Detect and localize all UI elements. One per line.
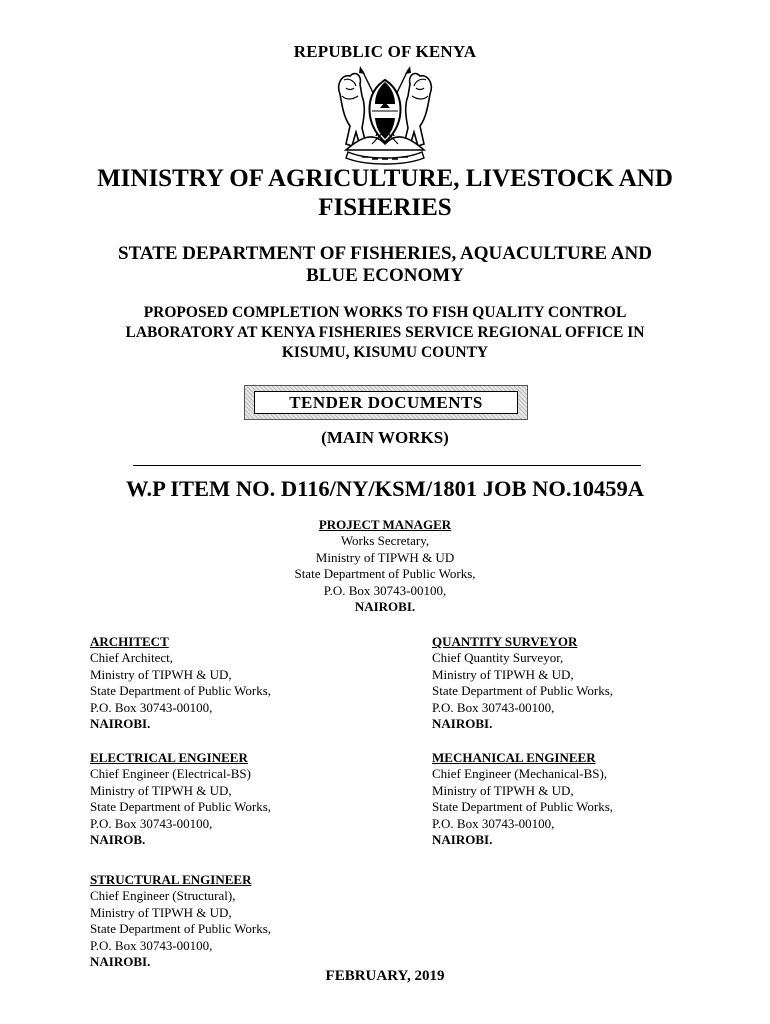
structural-engineer-line: Chief Engineer (Structural), — [90, 888, 236, 904]
quantity-surveyor-line: State Department of Public Works, — [432, 683, 614, 699]
electrical-engineer-block — [90, 750, 271, 848]
electrical-engineer-line: Chief Engineer (Electrical-BS) — [90, 766, 251, 782]
ministry-line-1: MINISTRY OF AGRICULTURE, LIVESTOCK AND — [97, 165, 673, 192]
structural-engineer-city: NAIROBI. — [90, 954, 151, 970]
mechanical-engineer-line: Ministry of TIPWH & UD, — [432, 782, 574, 798]
state-department-heading — [0, 243, 770, 287]
architect-line: Chief Architect, — [90, 650, 174, 666]
architect-block — [90, 634, 271, 732]
project-manager-line: Ministry of TIPWH & UD — [315, 549, 455, 565]
project-manager-line: P.O. Box 30743-00100, — [323, 582, 447, 598]
architect-line: Ministry of TIPWH & UD, — [90, 666, 232, 682]
state-department-line-1: STATE DEPARTMENT OF FISHERIES, AQUACULTURE AND — [118, 243, 652, 264]
quantity-surveyor-line: Chief Quantity Surveyor, — [432, 650, 564, 666]
document-date: FEBRUARY, 2019 — [325, 968, 445, 984]
structural-engineer-line: P.O. Box 30743-00100, — [90, 937, 213, 953]
project-title-line-3: KISUMU, KISUMU COUNTY — [281, 344, 489, 361]
mechanical-engineer-city: NAIROBI. — [432, 832, 493, 848]
quantity-surveyor-title: QUANTITY SURVEYOR — [432, 634, 578, 649]
electrical-engineer-city: NAIROB. — [90, 832, 146, 848]
project-title-line-1: PROPOSED COMPLETION WORKS TO FISH QUALITY CONTROL — [143, 304, 627, 321]
kenya-coat-of-arms-icon — [332, 66, 438, 166]
quantity-surveyor-city: NAIROBI. — [432, 716, 493, 732]
ministry-heading — [0, 164, 770, 222]
structural-engineer-line: Ministry of TIPWH & UD, — [90, 904, 232, 920]
item-number-heading: W.P ITEM NO. D116/NY/KSM/1801 JOB NO.10459A — [126, 476, 644, 501]
quantity-surveyor-line: Ministry of TIPWH & UD, — [432, 666, 574, 682]
structural-engineer-block — [90, 872, 271, 970]
electrical-engineer-title: ELECTRICAL ENGINEER — [90, 750, 248, 765]
structural-engineer-line: State Department of Public Works, — [90, 921, 272, 937]
project-manager-line: Works Secretary, — [340, 533, 430, 549]
quantity-surveyor-block — [432, 634, 613, 732]
mechanical-engineer-line: State Department of Public Works, — [432, 799, 614, 815]
tender-documents-label: TENDER DOCUMENTS — [254, 391, 518, 414]
architect-city: NAIROBI. — [90, 716, 151, 732]
project-manager-block — [0, 517, 770, 615]
quantity-surveyor-line: P.O. Box 30743-00100, — [432, 699, 555, 715]
electrical-engineer-line: Ministry of TIPWH & UD, — [90, 782, 232, 798]
architect-line: State Department of Public Works, — [90, 683, 272, 699]
tender-documents-banner — [244, 385, 528, 420]
architect-line: P.O. Box 30743-00100, — [90, 699, 213, 715]
state-department-line-2: BLUE ECONOMY — [306, 265, 464, 286]
electrical-engineer-line: P.O. Box 30743-00100, — [90, 815, 213, 831]
electrical-engineer-line: State Department of Public Works, — [90, 799, 272, 815]
republic-heading: REPUBLIC OF KENYA — [293, 42, 477, 61]
project-title — [0, 303, 770, 363]
project-manager-title: PROJECT MANAGER — [318, 517, 452, 532]
structural-engineer-title: STRUCTURAL ENGINEER — [90, 872, 252, 887]
divider-line — [133, 465, 641, 466]
mechanical-engineer-line: Chief Engineer (Mechanical-BS), — [432, 766, 608, 782]
ministry-line-2: FISHERIES — [318, 194, 452, 221]
project-manager-line: State Department of Public Works, — [294, 566, 476, 582]
mechanical-engineer-line: P.O. Box 30743-00100, — [432, 815, 555, 831]
architect-title: ARCHITECT — [90, 634, 169, 649]
project-title-line-2: LABORATORY AT KENYA FISHERIES SERVICE REGIONAL OFFICE IN — [125, 324, 645, 341]
project-manager-city: NAIROBI. — [354, 599, 416, 615]
main-works-label: (MAIN WORKS) — [321, 428, 449, 447]
mechanical-engineer-title: MECHANICAL ENGINEER — [432, 750, 596, 765]
mechanical-engineer-block — [432, 750, 613, 848]
